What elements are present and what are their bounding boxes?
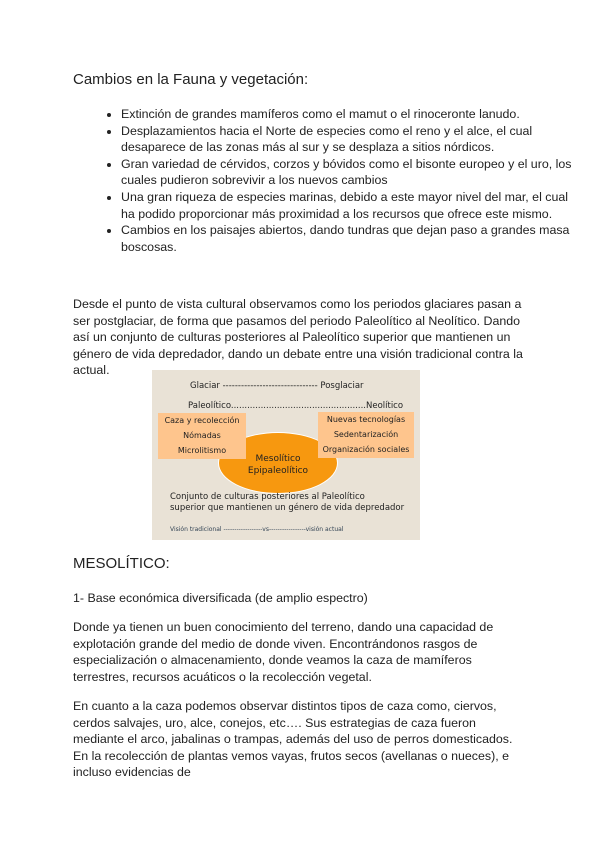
glacier-line: Glaciar ------------------------------- Posglaciar [190, 381, 364, 391]
box-item: Sedentarización [333, 430, 399, 439]
fauna-list [73, 106, 576, 255]
section-heading: Cambios en la Fauna y vegetación: [73, 71, 309, 88]
period-line: Paleolítico..................................................Neolítico [188, 401, 404, 411]
list-item: • Una gran riqueza de especies marinas, debido a este mayor nivel del mar, el cual ha podido proporcionar más proximidad a los recursos que ofrece este mismo. [121, 189, 576, 222]
mesolithic-diagram [152, 370, 420, 540]
list-item: • Desplazamientos hacia el Norte de especies como el reno y el alce, el cual desaparece de las zonas más al sur y se desplaza a sitios nórdicos. [121, 123, 576, 156]
box-item: Nuevas tecnologías [326, 415, 406, 424]
list-item: • Extinción de grandes mamíferos como el mamut o el rinoceronte lanudo. [121, 106, 576, 123]
box-item: Caza y recolección [164, 416, 240, 425]
center-label: Mesolítico [255, 454, 301, 464]
list-item: • Gran variedad de cérvidos, corzos y bóvidos como el bisonte europeo y el uro, los cuales pudieron sobrevivir a los nuevos cambios [121, 156, 576, 189]
center-label: Epipaleolítico [247, 466, 309, 476]
section-heading: MESOLÍTICO: [73, 555, 170, 572]
right-box [318, 412, 414, 458]
footer-line: Visión tradicional ------------------vs-----------------visión actual [170, 526, 344, 533]
left-box [158, 413, 246, 459]
box-item: Organización sociales [322, 445, 410, 454]
caption [170, 492, 404, 514]
paragraph: Desde el punto de vista cultural observamos como los periodos glaciares pasan a ser postglaciar, de forma que pasamos del periodo Paleolítico al Neolítico. Dando así un conjunto de culturas posteriores al Paleolítico superior que mantienen un género de vida depredador, dando un debate entre una visión tradicional contra la actual. [73, 297, 523, 378]
caption-line: Conjunto de culturas posteriores al Paleolítico [170, 492, 365, 502]
subheading: 1- Base económica diversificada (de amplio espectro) [73, 591, 368, 605]
box-item: Microlitismo [177, 446, 227, 455]
paragraph: En cuanto a la caza podemos observar distintos tipos de caza como, ciervos, cerdos salvajes, uro, alce, conejos, etc…. Sus estrategias de caza fueron mediante el arco, jabalinas o trampas, además del uso de perros domesticados. En la recolección de plantas vemos vayas, frutos secos (avellanas o nueces), e incluso evidencias de [73, 699, 513, 780]
paragraph: Donde ya tienen un buen conocimiento del terreno, dando una capacidad de explotación grande del medio de donde viven. Encontrándonos rasgos de especialización o almacenamiento, donde veamos la caza de mamíferos terrestres, recursos acuáticos o la recolección vegetal. [73, 620, 494, 684]
list-item: • Cambios en los paisajes abiertos, dando tundras que dejan paso a grandes masa boscosas. [121, 222, 576, 255]
box-item: Nómadas [183, 431, 221, 440]
caption-line: superior que mantienen un género de vida depredador [170, 503, 405, 513]
